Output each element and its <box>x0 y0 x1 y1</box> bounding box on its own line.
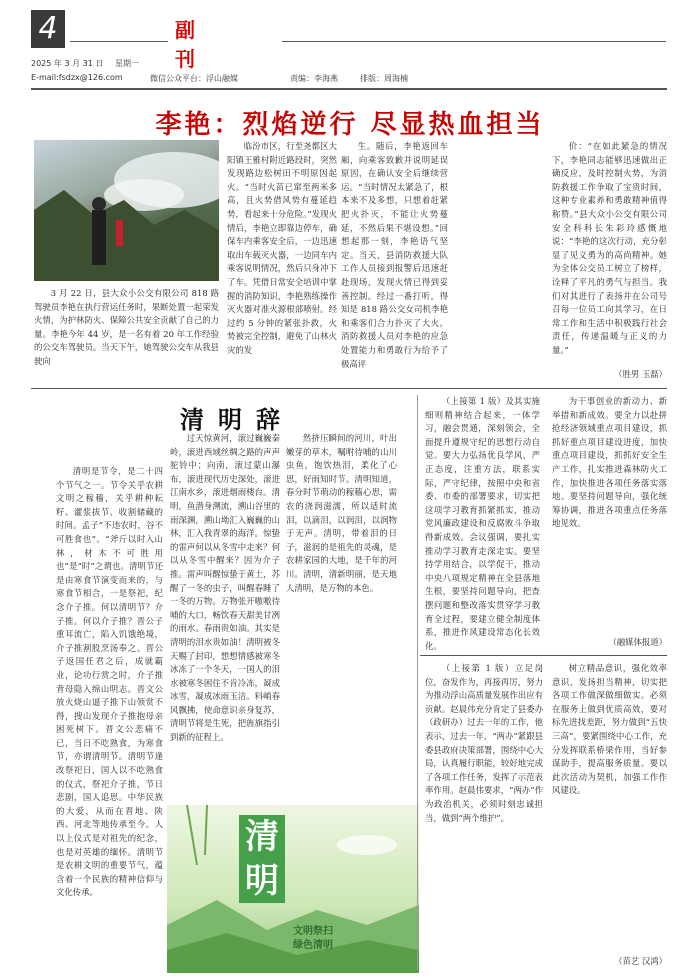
article3-column-1: （上接第 1 版）立足岗位，奋发作为，再接再厉，努力为推动浮山高质量发展作出应有贡献。赵晨伟充分肯定了县委办（政研办）过去一年的工作，他表示，过去一年，“两办”紧跟县委县政府决策部署，围绕中心大局，认真履行职能，较好地完成了各项工作任务，发挥了示范表率作用。赵晨伟要求，“两办”作为政治机关，必须时刻忠诚担当，做到“两个维护”。 <box>425 663 543 823</box>
column-divider <box>417 395 418 970</box>
article1-photo <box>34 140 219 281</box>
poster-slogan-1: 文明祭扫 <box>293 926 333 937</box>
issue-date: 2025 年 3 月 31 日 <box>31 59 104 68</box>
lower-divider <box>420 655 667 656</box>
article1-column-4: 价：“在如此紧急的情况下，李艳同志能够迅速做出正确反应，及时控制火势，为消防救援工作争取了宝贵时间，这种专业素养和勇敢精神值得称赞。”县大众小公交有限公司安全科科长朱彩玲感慨地说：“李艳的这次行动，充分彰显了见义勇为的高尚精神。她为全体公交员工树立了榜样，诠释了平凡的勇气与担当。我们对其进行了表扬并在公司号召每一位员工向其学习，在日常工作和生活中积极践行社会责任，传递温暖与正义的力量。” <box>552 141 667 355</box>
article1-column-3: 生。随后，李艳返回车厢，向乘客致歉并说明延误原因，在确认安全后继续营运。“当时情况太紧急了，根本来不及多想，只想着赶紧把火扑灭，不能让火势蔓延，不然后果不堪设想。”回想起那一刻，李艳语气坚定。当天，县消防救援大队工作人员接到报警后迅速赶赴现场，发现火情已得到妥善控制。经过一番打听，得知是 818 路公交女司机李艳和乘客们合力扑灭了大火。消防救援人员对李艳的应急处置能力和勇敢行为给予了极高评 <box>341 141 448 369</box>
article2-title: 清明辞 <box>180 406 294 434</box>
article2-column-3: 然挤压瞬间的河川，叶出嫩芽的草木，嘱咐待哺的山川虫鱼，饱饮热泪，柔化了心思，好雨知时节。清明知道，春分时节萌动的稼穑心思，需农的浇润滋濡，所以适时流泪，以滴泪，以润泪，以润物于无声。清明，带着泪的日子，滋润的是祖先的灵魂，是农耕家园的大地，是千年的河川。清明，清新明丽，是天地人清明，是万物的本色。 <box>286 433 397 593</box>
contact-email: E-mail:fsdzx@126.com <box>31 73 123 82</box>
article3-column-2: 树立精品意识，强化效率意识，发扬担当精神，切实把各项工作做深做细做实。必须在服务上做到优质高效，要对标先进找差距，努力做到“五快三高”，要紧围绕中心工作，充分发挥联系桥梁作用，当好参谋助手，提高服务质量。要以此次活动为契机，加强工作作风建设。 <box>552 663 667 796</box>
article3-byline: （苗艺 汉鸿） <box>614 956 667 966</box>
wechat-account: 微信公众平台：浮山融媒 <box>150 74 238 83</box>
poster-title: 清明 <box>239 815 285 903</box>
masthead-rule <box>31 88 667 90</box>
article1-column-2: 临汾市区，行至尧都区大阳镇王雅村附近路段时，突然发现路边松树田不明原因起火。“当时火苗已窜至两米多高，且火势借风势有蔓延趋势，看起来十分危险。”发现火情后，李艳立即靠边停车，确保车内乘客安全后，一边迅速取出车载灭火器，一边同车内乘客说明情况，然后只身冲下了车。凭借日常安全培训中掌握的消防知识，李艳熟练操作灭火器对准火源根部喷射。经过约 5 分钟的紧张扑救，火势被完全控制，避免了山林火灾的发 <box>227 141 337 355</box>
article2-column-2: 过天惊黄河，滚过巍巍秦岭，滚进西域丝绸之路的声声驼铃中；向南，滚过蒙山瀑布，滚进现代历史深处，滚进江南水乡，滚进烟雨楼台。清明，鱼潜身溯流，溯山谷里的雨深渊，溯山坳汇入巍巍的山林，汇入我青翠的海洋。惊蛰的雷声何以从冬雪中走来？何以从冬雪中醒来？因为介子推。雷声叫醒惊蛰于黄土，苏醒了一冬的虫子，叫醒春睡了一冬的万物。万物张开嗷嗷待哺的大口，畅饮春天甜美甘冽的雨水。春雨贵如油。其实是清明的泪水贵如油！清明被冬天赐了封印，想想情感被寒冬冰冻了一个冬天，一国人的泪水被寒冬困住不肯冷冻，凝成冰雪，凝成冰雨玉洁。料峭春风飘拂，使命意识亲身复苏，清明节将是生死，把旌旗指引到新的征程上。 <box>170 433 280 743</box>
issue-weekday: 星期一 <box>115 59 139 68</box>
section-title: 副 刊 <box>175 18 213 71</box>
fire-extinguisher-scene-icon <box>34 140 219 281</box>
page-number: 4 <box>31 10 65 48</box>
article2-column-4: （上接第 1 版）及其实施细则精神结合起来，一体学习，融会贯通，深刻领会，全面提升遵规守纪的思想行动自觉。要大力弘扬优良学风，严正态度，注重方法，联系实际，严守纪律，按照中央和省委、市委的部署要求，切实把这项学习教育抓紧抓实，推动党风廉政建设和反腐败斗争取得新成效。会议强调，要扎实推动学习教育走深走实。要坚持学用结合，以学促干，推动中央八项规定精神在全县落地生根，要坚持问题导向，把查摆问题和整改落实贯穿学习教育全过程，要建立健全制度体系，推进作风建设常态化长效化。 <box>425 396 540 650</box>
article2-column-1: 清明是节令，是二十四个节气之一。节令关乎农耕文明之稼穑，关乎耕种耘籽、灌浆拔节、收割储藏的时间。孟子“不违农时，谷不可胜食也”。“斧斤以时入山林，材木不可胜用也”是“时”之谓也。清明节还是由寒食节演变而来的，与寒食节相合，一是祭祀，纪念介子推。何以清明节？介子推。何以介子推？晋公子重耳流亡，陷入饥饿绝境，介子推割股烹汤奉之。晋公子返国任君之后，成就霸业，论功行赏之时，介子推背母隐入绵山明志。晋文公放火烧山逼子推下山领赏不得，搜山发现介子推抱母亲困死树下。晋文公悲痛不已，当日不吃熟食，为寒食节，亦谓清明节。清明节逢改祭祀日，国人以不吃熟食的仪式，祭祀介子推，节日悲剧，国人追思。中华民族的大爱，从而在晋地、陕西、河北等地传承至今。人以上仪式是对祖先的纪念，也是对英雄的缅怀。清明节是农耕文明的重要节气，蕴含着一个民族的精神信仰与文化传承。 <box>56 466 163 898</box>
editor-credit: 责编：李海燕 <box>290 74 338 83</box>
article1-byline: （胜男 玉磊） <box>614 369 667 379</box>
section-divider <box>31 388 667 389</box>
header-rule-right <box>282 41 666 42</box>
qingming-poster <box>167 805 419 973</box>
article2-column-5: 为干事创业的新动力、新举措和新成效。要全力以赴拼抢经济领域重点项目建设，抓抓好重点项目建设进度，加快重点项目建设，抓抓好安全生产工作，扎实推进森林防火工作，加快推进各项任务落实落地。要坚持问题导向，强化统筹协调，推进各项重点任务落地见效。 <box>552 396 667 529</box>
article1-headline: 李艳：烈焰逆行 尽显热血担当 <box>155 110 545 140</box>
layout-credit: 排版：周海楠 <box>360 74 408 83</box>
poster-slogan-2: 绿色清明 <box>293 940 333 951</box>
header-rule-left <box>70 41 168 42</box>
article2-byline: （融媒体报道） <box>608 637 667 647</box>
article1-column-1: 3 月 22 日，县大众小公交有限公司 818 路驾驶员李艳在执行营运任务时，果断处置一起荣发火情，为护林防火、保障公共安全贡献了自己的力量。李艳今年 44 岁，是一名有着 20 年工作经验的公交车驾驶员。当天下午，她驾驶公交车从我县驶向 <box>34 288 219 366</box>
